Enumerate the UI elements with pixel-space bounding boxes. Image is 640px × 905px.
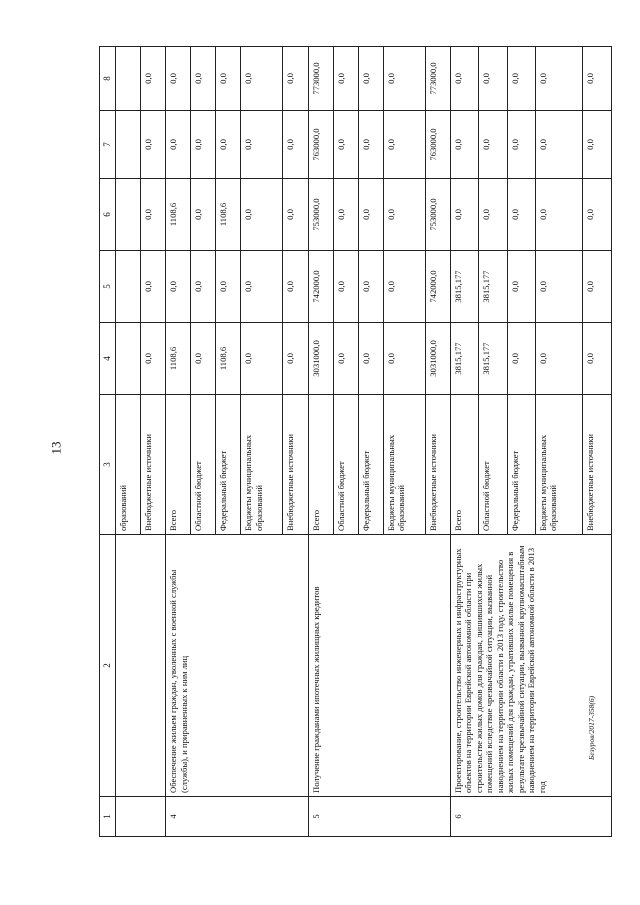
value-cell: 753000,0 <box>308 179 333 251</box>
column-header-6: 6 <box>100 179 116 251</box>
value-cell: 0,0 <box>358 179 383 251</box>
value-cell: 0,0 <box>507 111 535 179</box>
value-cell: 0,0 <box>191 323 216 395</box>
value-cell: 0,0 <box>479 111 507 179</box>
value-cell: 0,0 <box>241 179 283 251</box>
value-cell: 0,0 <box>383 179 425 251</box>
value-cell: 0,0 <box>141 47 166 111</box>
activity-title <box>115 535 165 797</box>
funding-source: Внебюджетные источники <box>141 395 166 535</box>
value-cell: 0,0 <box>450 179 478 251</box>
table-row <box>115 47 140 837</box>
column-header-7: 7 <box>100 111 116 179</box>
funding-source: Федеральный бюджет <box>216 395 241 535</box>
funding-source: Федеральный бюджет <box>358 395 383 535</box>
value-cell: 0,0 <box>141 179 166 251</box>
footer-code: Безуров/2017-358(6) <box>587 695 596 760</box>
value-cell: 0,0 <box>333 323 358 395</box>
table-row <box>166 47 191 837</box>
value-cell: 742000,0 <box>425 251 450 323</box>
value-cell: 3815,177 <box>450 251 478 323</box>
table-row <box>450 47 478 837</box>
value-cell: 0,0 <box>358 251 383 323</box>
value-cell <box>115 111 140 179</box>
rotated-table-container <box>99 47 612 837</box>
funding-source: Областной бюджет <box>191 395 216 535</box>
value-cell: 1108,6 <box>166 179 191 251</box>
value-cell: 0,0 <box>479 179 507 251</box>
value-cell: 0,0 <box>191 251 216 323</box>
funding-source: Внебюджетные источники <box>425 395 450 535</box>
value-cell: 0,0 <box>216 47 241 111</box>
value-cell: 742000,0 <box>308 251 333 323</box>
value-cell: 0,0 <box>191 179 216 251</box>
value-cell: 0,0 <box>507 323 535 395</box>
column-header-4: 4 <box>100 323 116 395</box>
value-cell: 0,0 <box>333 179 358 251</box>
value-cell: 0,0 <box>166 111 191 179</box>
value-cell: 0,0 <box>141 111 166 179</box>
value-cell: 0,0 <box>141 323 166 395</box>
value-cell: 0,0 <box>583 111 612 179</box>
activity-title: Получение гражданами ипотечных жилищных кредитов <box>308 535 450 797</box>
value-cell: 0,0 <box>583 251 612 323</box>
value-cell: 0,0 <box>383 47 425 111</box>
column-header-2: 2 <box>100 535 116 797</box>
value-cell: 0,0 <box>535 47 583 111</box>
value-cell: 3815,177 <box>479 251 507 323</box>
value-cell: 0,0 <box>507 47 535 111</box>
value-cell: 0,0 <box>283 251 308 323</box>
funding-source: Всего <box>308 395 333 535</box>
value-cell: 0,0 <box>166 47 191 111</box>
value-cell: 1108,6 <box>216 179 241 251</box>
table-body <box>115 47 611 837</box>
value-cell: 0,0 <box>358 47 383 111</box>
value-cell: 0,0 <box>535 251 583 323</box>
value-cell: 0,0 <box>283 179 308 251</box>
value-cell: 0,0 <box>241 251 283 323</box>
value-cell: 0,0 <box>535 111 583 179</box>
value-cell: 753000,0 <box>425 179 450 251</box>
value-cell <box>115 179 140 251</box>
value-cell: 0,0 <box>507 179 535 251</box>
value-cell: 0,0 <box>535 323 583 395</box>
value-cell: 0,0 <box>333 47 358 111</box>
value-cell: 0,0 <box>450 47 478 111</box>
value-cell: 0,0 <box>191 47 216 111</box>
column-header-1: 1 <box>100 797 116 837</box>
value-cell: 0,0 <box>283 47 308 111</box>
column-header-3: 3 <box>100 395 116 535</box>
value-cell: 0,0 <box>216 251 241 323</box>
funding-source: Внебюджетные источники <box>583 395 612 535</box>
value-cell: 0,0 <box>191 111 216 179</box>
value-cell: 0,0 <box>450 111 478 179</box>
value-cell: 763000,0 <box>425 111 450 179</box>
funding-source: Внебюджетные источники <box>283 395 308 535</box>
value-cell: 0,0 <box>583 47 612 111</box>
value-cell: 0,0 <box>535 179 583 251</box>
row-number: 4 <box>166 797 308 837</box>
row-number <box>115 797 165 837</box>
funding-source: Всего <box>166 395 191 535</box>
value-cell: 3031000,0 <box>308 323 333 395</box>
activity-title: Проектирование, строительство инженерных и инфраструктурных объектов на территории Еврейской автономной области при строительстве жилых домов для граждан, лишившихся жилых помещений вследствие чрезвычайной ситуации, вызванной наводнением на территории области в 2013 году, строительство жилых помещений для граждан, утративших жилые помещения в результате чрезвычайной ситуации, вызванной крупномасштабным наводнением на территории Еврейской автономной области в 2013 год <box>450 535 611 797</box>
value-cell <box>115 47 140 111</box>
column-header-8: 8 <box>100 47 116 111</box>
value-cell: 0,0 <box>383 111 425 179</box>
value-cell: 0,0 <box>283 323 308 395</box>
value-cell: 773000,0 <box>425 47 450 111</box>
value-cell: 0,0 <box>583 179 612 251</box>
value-cell: 0,0 <box>383 251 425 323</box>
value-cell: 0,0 <box>166 251 191 323</box>
funding-source: Бюджеты муниципальных образований <box>383 395 425 535</box>
value-cell: 0,0 <box>383 323 425 395</box>
value-cell <box>115 323 140 395</box>
value-cell: 0,0 <box>241 47 283 111</box>
funding-source: Федеральный бюджет <box>507 395 535 535</box>
row-number: 6 <box>450 797 611 837</box>
funding-source: Областной бюджет <box>479 395 507 535</box>
value-cell <box>115 251 140 323</box>
value-cell: 3031000,0 <box>425 323 450 395</box>
header-row <box>100 47 116 837</box>
value-cell: 0,0 <box>241 323 283 395</box>
row-number: 5 <box>308 797 450 837</box>
value-cell: 0,0 <box>507 251 535 323</box>
value-cell: 0,0 <box>333 111 358 179</box>
value-cell: 763000,0 <box>308 111 333 179</box>
funding-source: Областной бюджет <box>333 395 358 535</box>
funding-table <box>99 46 612 837</box>
activity-title: Обеспечение жильем граждан, уволенных с военной службы (службы), и приравненных к ним лиц <box>166 535 308 797</box>
value-cell: 0,0 <box>241 111 283 179</box>
column-header-5: 5 <box>100 251 116 323</box>
value-cell: 0,0 <box>583 323 612 395</box>
value-cell: 0,0 <box>283 111 308 179</box>
table-row <box>308 47 333 837</box>
page-number: 13 <box>48 441 64 455</box>
value-cell: 1108,6 <box>216 323 241 395</box>
value-cell: 3815,177 <box>450 323 478 395</box>
funding-source: образований <box>115 395 140 535</box>
value-cell: 0,0 <box>216 111 241 179</box>
value-cell: 0,0 <box>141 251 166 323</box>
value-cell: 0,0 <box>358 323 383 395</box>
value-cell: 0,0 <box>358 111 383 179</box>
funding-source: Всего <box>450 395 478 535</box>
funding-source: Бюджеты муниципальных образований <box>535 395 583 535</box>
funding-source: Бюджеты муниципальных образований <box>241 395 283 535</box>
value-cell: 0,0 <box>333 251 358 323</box>
value-cell: 1108,6 <box>166 323 191 395</box>
value-cell: 3815,177 <box>479 323 507 395</box>
value-cell: 773000,0 <box>308 47 333 111</box>
value-cell: 0,0 <box>479 47 507 111</box>
